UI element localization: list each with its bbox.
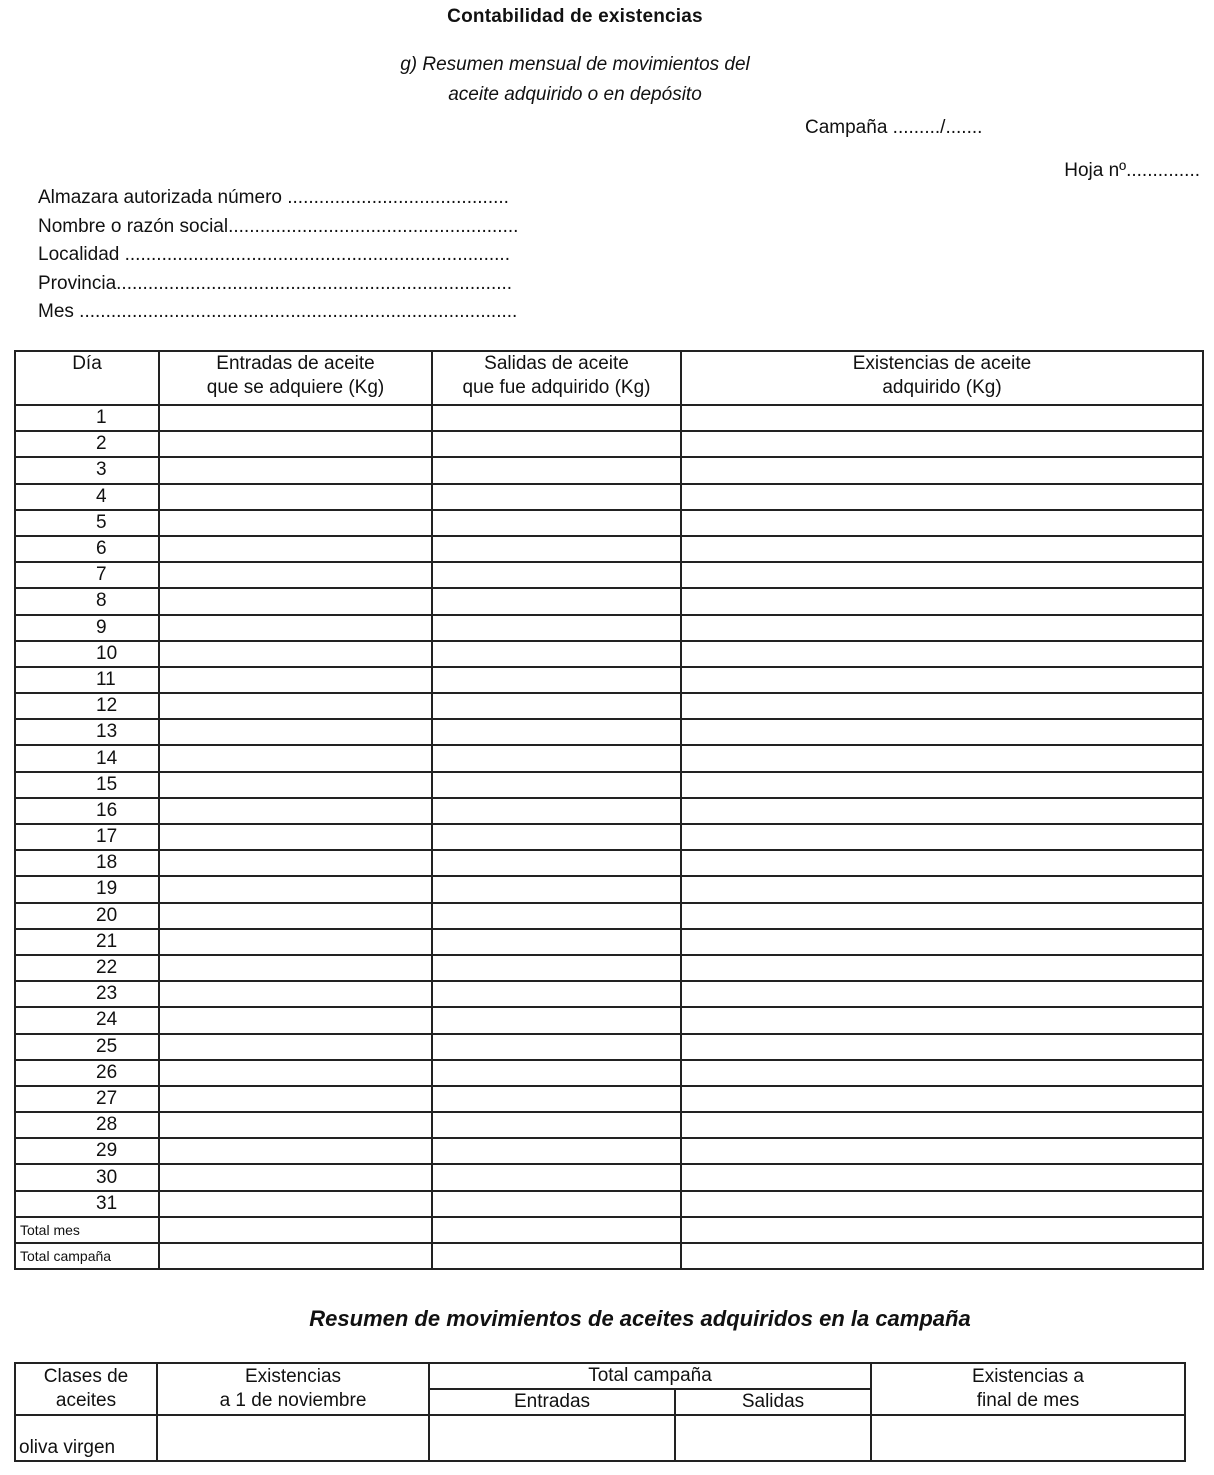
existencias-cell[interactable] [681, 981, 1203, 1007]
entradas-cell[interactable] [159, 955, 432, 981]
entradas-cell[interactable] [159, 981, 432, 1007]
table-row [15, 1191, 1203, 1217]
existencias-cell[interactable] [681, 588, 1203, 614]
localidad-field[interactable]: Localidad ......................................................................... [38, 244, 510, 265]
existencias-cell[interactable] [681, 405, 1203, 431]
existencias-cell[interactable] [681, 955, 1203, 981]
salidas-cell[interactable] [432, 457, 681, 483]
salidas-cell[interactable] [432, 615, 681, 641]
document-subtitle [0, 50, 1150, 110]
existencias-cell[interactable] [681, 536, 1203, 562]
hoja-field[interactable]: Hoja nº.............. [1064, 160, 1200, 181]
day-number: 13 [15, 719, 159, 745]
existencias-cell[interactable] [681, 1138, 1203, 1164]
table-row [15, 588, 1203, 614]
existencias-cell[interactable] [681, 824, 1203, 850]
table-row [15, 876, 1203, 902]
existencias-cell[interactable] [681, 457, 1203, 483]
header-dia-label: Día [72, 353, 102, 374]
header-entradas-line-1: Entradas de aceite [216, 353, 375, 374]
entradas-cell[interactable] [159, 1112, 432, 1138]
day-number: 12 [15, 693, 159, 719]
table-row [15, 772, 1203, 798]
total-mes-entradas-cell[interactable] [159, 1217, 432, 1243]
entradas-cell[interactable] [159, 850, 432, 876]
existencias-cell[interactable] [681, 1191, 1203, 1217]
mes-field[interactable]: Mes ................................................................................... [38, 301, 518, 322]
existencias-cell[interactable] [681, 667, 1203, 693]
total-mes-existencias-cell[interactable] [681, 1217, 1203, 1243]
entradas-cell[interactable] [159, 536, 432, 562]
summary-header-clases [15, 1363, 157, 1415]
table-row [15, 562, 1203, 588]
summary-header-exist-nov-line-1: Existencias [244, 1366, 342, 1387]
daily-movements-table [14, 350, 1204, 1270]
table-row [15, 981, 1203, 1007]
entradas-cell[interactable] [159, 641, 432, 667]
existencias-cell[interactable] [681, 1007, 1203, 1033]
subtitle-line-1: g) Resumen mensual de movimientos del [400, 54, 750, 75]
day-number: 5 [15, 510, 159, 536]
entradas-cell[interactable] [159, 667, 432, 693]
header-existencias [681, 351, 1203, 405]
day-number: 6 [15, 536, 159, 562]
existencias-cell[interactable] [681, 719, 1203, 745]
entradas-cell[interactable] [159, 929, 432, 955]
header-salidas-line-2: que fue adquirido (Kg) [462, 377, 651, 398]
total-campana-existencias-cell[interactable] [681, 1243, 1203, 1269]
table-row [15, 693, 1203, 719]
total-campana-salidas-cell[interactable] [432, 1243, 681, 1269]
salidas-cell[interactable] [432, 876, 681, 902]
existencias-cell[interactable] [681, 510, 1203, 536]
table-row [15, 929, 1203, 955]
table-row [15, 850, 1203, 876]
existencias-cell[interactable] [681, 1112, 1203, 1138]
salidas-cell[interactable] [432, 431, 681, 457]
table-row [15, 510, 1203, 536]
entradas-cell[interactable] [159, 903, 432, 929]
entradas-cell[interactable] [159, 1086, 432, 1112]
summary-title: Resumen de movimientos de aceites adquiridos en la campaña [309, 1306, 971, 1331]
summary-header-exist-final [871, 1363, 1185, 1415]
almazara-field[interactable]: Almazara autorizada número .......................................... [38, 187, 509, 208]
entradas-cell[interactable] [159, 484, 432, 510]
salidas-cell[interactable] [432, 981, 681, 1007]
salidas-cell[interactable] [432, 484, 681, 510]
day-number: 10 [15, 641, 159, 667]
table-row [15, 824, 1203, 850]
existencias-cell[interactable] [681, 1060, 1203, 1086]
summary-header-clases-line-2: aceites [55, 1390, 117, 1411]
table-row [15, 1243, 1203, 1269]
table-row [15, 405, 1203, 431]
day-number: 27 [15, 1086, 159, 1112]
salidas-cell[interactable] [432, 1060, 681, 1086]
day-number: 18 [15, 850, 159, 876]
salidas-cell[interactable] [432, 641, 681, 667]
salidas-cell[interactable] [432, 693, 681, 719]
summary-header-clases-line-1: Clases de [43, 1366, 129, 1387]
header-existencias-line-1: Existencias de aceite [852, 353, 1032, 374]
existencias-cell[interactable] [681, 745, 1203, 771]
campaign-summary-table [14, 1362, 1186, 1462]
summary-header-total-campana: Total campaña [429, 1363, 871, 1389]
table-row [15, 431, 1203, 457]
summary-header-salidas: Salidas [675, 1389, 871, 1415]
existencias-cell[interactable] [681, 1164, 1203, 1190]
table-row [15, 1164, 1203, 1190]
day-number: 4 [15, 484, 159, 510]
total-mes-label: Total mes [15, 1217, 159, 1243]
day-number: 23 [15, 981, 159, 1007]
day-number: 25 [15, 1034, 159, 1060]
table-row [15, 1034, 1203, 1060]
salidas-cell[interactable] [432, 510, 681, 536]
entradas-cell[interactable] [159, 1164, 432, 1190]
entradas-cell[interactable] [159, 1034, 432, 1060]
day-number: 22 [15, 955, 159, 981]
header-fields [38, 184, 518, 327]
existencias-cell[interactable] [681, 615, 1203, 641]
salidas-cell[interactable] [432, 667, 681, 693]
day-number: 20 [15, 903, 159, 929]
salidas-cell[interactable] [432, 1007, 681, 1033]
salidas-cell[interactable] [432, 562, 681, 588]
summary-header-exist-nov [157, 1363, 429, 1415]
summary-exist-final-cell[interactable] [871, 1415, 1185, 1461]
header-entradas-line-2: que se adquiere (Kg) [206, 377, 385, 398]
existencias-cell[interactable] [681, 929, 1203, 955]
salidas-cell[interactable] [432, 588, 681, 614]
salidas-cell[interactable] [432, 719, 681, 745]
document-title: Contabilidad de existencias [447, 6, 703, 27]
summary-row-label: oliva virgen [15, 1415, 157, 1461]
entradas-cell[interactable] [159, 510, 432, 536]
existencias-cell[interactable] [681, 850, 1203, 876]
existencias-cell[interactable] [681, 772, 1203, 798]
entradas-cell[interactable] [159, 693, 432, 719]
subtitle-line-2: aceite adquirido o en depósito [448, 84, 702, 105]
salidas-cell[interactable] [432, 1191, 681, 1217]
table-header-row [15, 351, 1203, 405]
salidas-cell[interactable] [432, 1112, 681, 1138]
table-row [15, 955, 1203, 981]
summary-header-entradas: Entradas [429, 1389, 675, 1415]
day-number: 26 [15, 1060, 159, 1086]
table-row [15, 1112, 1203, 1138]
salidas-cell[interactable] [432, 955, 681, 981]
table-row [15, 641, 1203, 667]
salidas-cell[interactable] [432, 772, 681, 798]
day-number: 16 [15, 798, 159, 824]
table-row [15, 457, 1203, 483]
header-salidas [432, 351, 681, 405]
summary-salidas-cell[interactable] [675, 1415, 871, 1461]
summary-header-exist-final-line-1: Existencias a [972, 1366, 1084, 1387]
table-row [15, 484, 1203, 510]
day-number: 24 [15, 1007, 159, 1033]
entradas-cell[interactable] [159, 1138, 432, 1164]
entradas-cell[interactable] [159, 562, 432, 588]
summary-entradas-cell[interactable] [429, 1415, 675, 1461]
existencias-cell[interactable] [681, 876, 1203, 902]
nombre-field[interactable]: Nombre o razón social....................................................... [38, 215, 519, 237]
header-entradas [159, 351, 432, 405]
day-number: 21 [15, 929, 159, 955]
existencias-cell[interactable] [681, 798, 1203, 824]
entradas-cell[interactable] [159, 1060, 432, 1086]
entradas-cell[interactable] [159, 1191, 432, 1217]
salidas-cell[interactable] [432, 903, 681, 929]
existencias-cell[interactable] [681, 562, 1203, 588]
entradas-cell[interactable] [159, 405, 432, 431]
total-campana-entradas-cell[interactable] [159, 1243, 432, 1269]
day-number: 3 [15, 457, 159, 483]
day-number: 17 [15, 824, 159, 850]
entradas-cell[interactable] [159, 719, 432, 745]
table-row [15, 1060, 1203, 1086]
day-number: 11 [15, 667, 159, 693]
salidas-cell[interactable] [432, 1034, 681, 1060]
table-row [15, 536, 1203, 562]
table-row [15, 745, 1203, 771]
day-number: 28 [15, 1112, 159, 1138]
entradas-cell[interactable] [159, 588, 432, 614]
entradas-cell[interactable] [159, 431, 432, 457]
salidas-cell[interactable] [432, 798, 681, 824]
entradas-cell[interactable] [159, 798, 432, 824]
existencias-cell[interactable] [681, 903, 1203, 929]
salidas-cell[interactable] [432, 1138, 681, 1164]
entradas-cell[interactable] [159, 745, 432, 771]
day-number: 14 [15, 745, 159, 771]
table-row [15, 1138, 1203, 1164]
existencias-cell[interactable] [681, 1086, 1203, 1112]
day-number: 1 [15, 405, 159, 431]
total-campana-label: Total campaña [15, 1243, 159, 1269]
table-row [15, 667, 1203, 693]
provincia-field[interactable]: Provincia........................................................................... [38, 272, 513, 294]
entradas-cell[interactable] [159, 824, 432, 850]
salidas-cell[interactable] [432, 405, 681, 431]
salidas-cell[interactable] [432, 536, 681, 562]
total-mes-salidas-cell[interactable] [432, 1217, 681, 1243]
day-number: 2 [15, 431, 159, 457]
table-row [15, 719, 1203, 745]
summary-exist-nov-cell[interactable] [157, 1415, 429, 1461]
entradas-cell[interactable] [159, 457, 432, 483]
entradas-cell[interactable] [159, 615, 432, 641]
entradas-cell[interactable] [159, 772, 432, 798]
day-number: 15 [15, 772, 159, 798]
day-number: 31 [15, 1191, 159, 1217]
table-row [15, 615, 1203, 641]
table-row [15, 1217, 1203, 1243]
salidas-cell[interactable] [432, 929, 681, 955]
existencias-cell[interactable] [681, 1034, 1203, 1060]
salidas-cell[interactable] [432, 824, 681, 850]
table-row [15, 1086, 1203, 1112]
day-number: 8 [15, 588, 159, 614]
existencias-cell[interactable] [681, 484, 1203, 510]
salidas-cell[interactable] [432, 745, 681, 771]
campana-field[interactable]: Campaña ........./....... [805, 117, 983, 138]
day-number: 7 [15, 562, 159, 588]
day-number: 30 [15, 1164, 159, 1190]
day-number: 19 [15, 876, 159, 902]
salidas-cell[interactable] [432, 1164, 681, 1190]
day-number: 9 [15, 615, 159, 641]
day-number: 29 [15, 1138, 159, 1164]
summary-row [15, 1415, 1185, 1461]
header-salidas-line-1: Salidas de aceite [484, 353, 629, 374]
salidas-cell[interactable] [432, 850, 681, 876]
salidas-cell[interactable] [432, 1086, 681, 1112]
table-row [15, 903, 1203, 929]
existencias-cell[interactable] [681, 641, 1203, 667]
existencias-cell[interactable] [681, 431, 1203, 457]
summary-header-exist-nov-line-2: a 1 de noviembre [219, 1390, 367, 1411]
header-existencias-line-2: adquirido (Kg) [882, 377, 1002, 398]
summary-header-exist-final-line-2: final de mes [976, 1390, 1080, 1411]
entradas-cell[interactable] [159, 1007, 432, 1033]
table-row [15, 798, 1203, 824]
summary-header-row [15, 1363, 1185, 1389]
existencias-cell[interactable] [681, 693, 1203, 719]
header-dia [15, 351, 159, 405]
entradas-cell[interactable] [159, 876, 432, 902]
table-row [15, 1007, 1203, 1033]
